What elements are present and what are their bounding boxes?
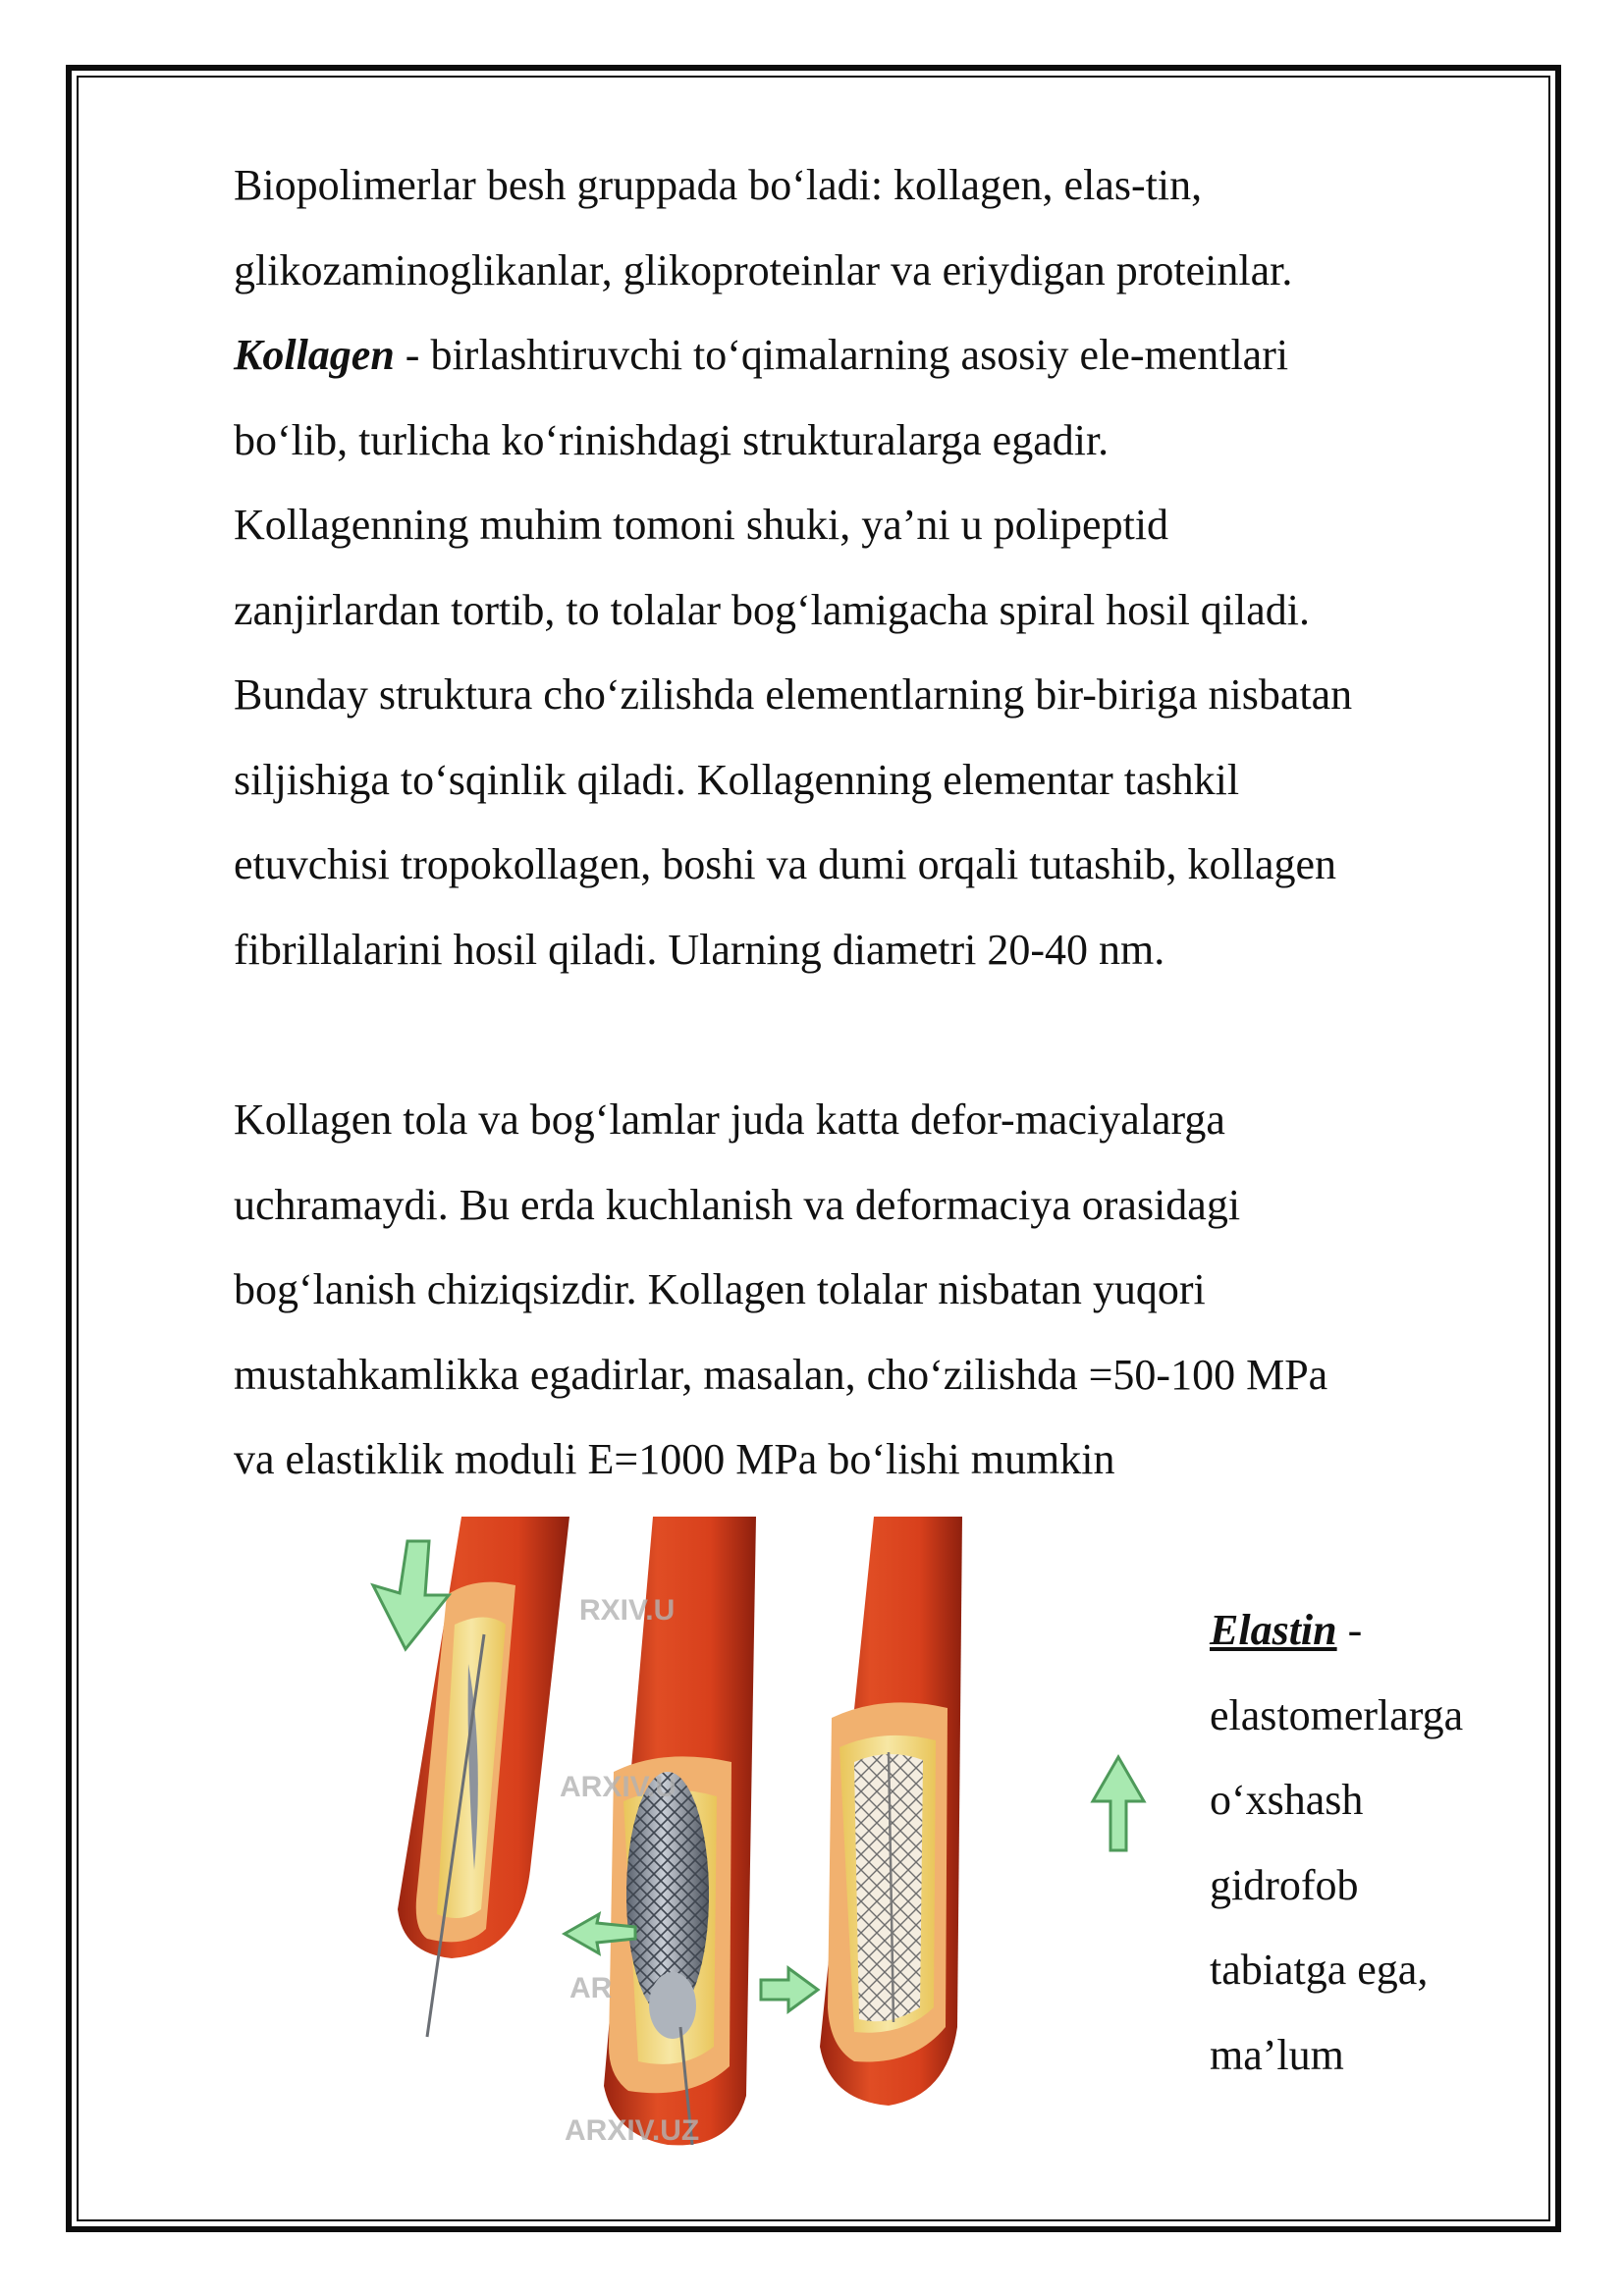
text-line: ma’lum xyxy=(1210,2030,1344,2079)
text-line: Kollagenning muhim tomoni shuki, ya’ni u polipeptid xyxy=(234,501,1169,549)
text-line xyxy=(1210,1588,1524,1674)
vessel-stent xyxy=(820,1517,962,2106)
text-line: bog‘lanish chiziqsizdir. Kollagen tolalar nisbatan yuqori xyxy=(234,1265,1206,1313)
watermark: ARXIV.U xyxy=(560,1771,677,1803)
arrow-down-icon xyxy=(373,1541,449,1649)
text-line: o‘xshash xyxy=(1210,1776,1364,1824)
elastin-paragraph xyxy=(1210,1588,1524,2098)
text-line: gidrofob xyxy=(1210,1860,1359,1909)
text-line: etuvchisi tropokollagen, boshi va dumi orqali tutashib, kollagen xyxy=(234,840,1337,888)
paragraph-collagen-fibers xyxy=(234,1078,1510,1503)
text-line: fibrillalarini hosil qiladi. Ularning diametri 20-40 nm. xyxy=(234,925,1165,974)
text-line: tabiatga ega, xyxy=(1210,1946,1429,1994)
text-line: siljishiga to‘sqinlik qiladi. Kollagenning elementar tashkil xyxy=(234,755,1240,804)
text-line: va elastiklik moduli E=1000 MPa bo‘lishi mumkin xyxy=(234,1435,1115,1483)
paragraph-biopolymers xyxy=(234,143,1510,992)
text-line: Biopolimerlar besh gruppada bo‘ladi: kollagen, elas-tin, xyxy=(234,161,1203,209)
text-line: Bunday struktura cho‘zilishda elementlarning bir-biriga nisbatan xyxy=(234,670,1353,719)
watermark: ARXIV.UZ xyxy=(565,2114,700,2147)
elastin-term: Elastin xyxy=(1210,1606,1337,1654)
text-line: uchramaydi. Bu erda kuchlanish va deformaciya orasidagi xyxy=(234,1180,1241,1229)
arrow-up-icon xyxy=(1093,1757,1144,1850)
kollagen-term: Kollagen xyxy=(234,331,395,379)
stent-illustration-svg xyxy=(358,1517,1164,2155)
text-fragment: - xyxy=(1336,1606,1363,1654)
watermark: AR xyxy=(569,1972,613,2004)
arrow-right-icon xyxy=(761,1968,818,2011)
watermark: RXIV.U xyxy=(579,1594,676,1627)
text-line: mustahkamlikka egadirlar, masalan, cho‘zilishda =50-100 MPa xyxy=(234,1350,1328,1399)
text-line: glikozaminoglikanlar, glikoproteinlar va eriydigan proteinlar. xyxy=(234,245,1293,294)
text-line: Kollagen tola va bog‘lamlar juda katta defor-maciyalarga xyxy=(234,1095,1225,1144)
text-fragment: - birlashtiruvchi to‘qimalarning asosiy ele-mentlari xyxy=(394,331,1289,379)
text-line: elastomerlarga xyxy=(1210,1690,1464,1739)
text-line xyxy=(234,313,1510,399)
stent-illustration xyxy=(358,1517,1164,2155)
text-line: bo‘lib, turlicha ko‘rinishdagi strukturalarga egadir. xyxy=(234,415,1110,464)
text-line: zanjirlardan tortib, to tolalar bog‘lamigacha spiral hosil qiladi. xyxy=(234,585,1311,634)
